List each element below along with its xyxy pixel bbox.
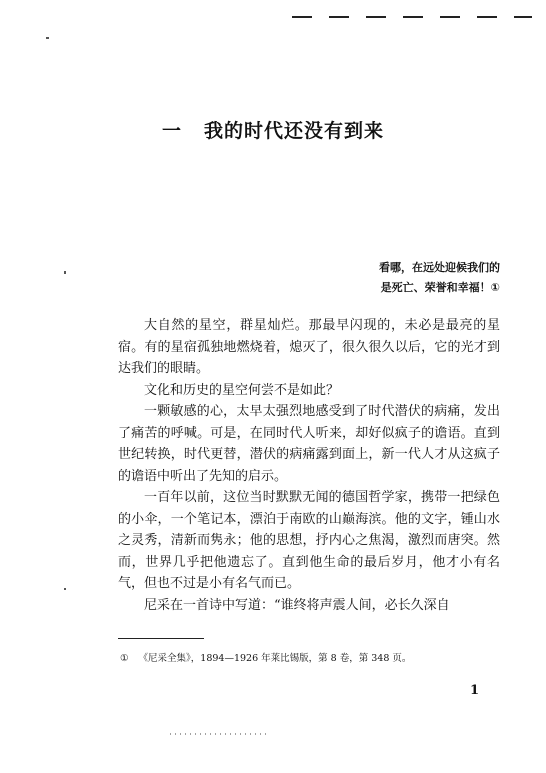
footnote-mark: ① xyxy=(120,653,129,664)
footnote-text: 《尼采全集》，1894—1926 年莱比锡版，第 8 卷，第 348 页。 xyxy=(138,653,412,664)
paragraph: 大自然的星空，群星灿烂。那最早闪现的，未必是最亮的星宿。有的星宿孤独地燃烧着，熄灭了，很久很久以后，它的光才到达我们的眼睛。 xyxy=(118,318,500,376)
scan-speck xyxy=(64,271,66,274)
paragraph: 一百年以前，这位当时默默无闻的德国哲学家，携带一把绿色的小伞，一个笔记本，漂泊于南欧的山巅海滨。他的文字，锺山水之灵秀，清新而隽永；他的思想，抒内心之焦渴，激烈而唐突。然而，世界几乎把他遗忘了。直到他生命的最后岁月，他才小有名气，但也不过是小有名气而已。 xyxy=(118,490,500,591)
chapter-title: 我的时代还没有到来 xyxy=(204,120,385,142)
chapter-heading xyxy=(0,116,546,143)
page-number: 1 xyxy=(470,683,480,698)
epigraph xyxy=(280,258,500,298)
footnote xyxy=(120,652,500,666)
paragraph: 一颗敏感的心，太早太强烈地感受到了时代潜伏的病痛，发出了痛苦的呼喊。可是，在同时代人听来，却好似疯子的谵语。直到世纪转换，时代更替，潜伏的病痛露到面上，新一代人才从这疯子的谵语中听出了先知的启示。 xyxy=(118,404,500,484)
footnote-rule xyxy=(118,638,204,639)
header-rule xyxy=(292,16,532,20)
chapter-number: 一 xyxy=(161,120,182,142)
epigraph-line: 看哪，在远处迎候我们的 xyxy=(379,261,500,274)
epigraph-line: 是死亡、荣誉和幸福！① xyxy=(380,281,500,294)
scan-speck xyxy=(64,588,66,590)
paragraph: 尼采在一首诗中写道：“谁终将声震人间，必长久深自 xyxy=(144,597,450,613)
scan-speck xyxy=(46,37,49,39)
scan-artifact xyxy=(168,733,268,735)
body-text xyxy=(118,315,500,616)
paragraph: 文化和历史的星空何尝不是如此？ xyxy=(144,382,340,398)
